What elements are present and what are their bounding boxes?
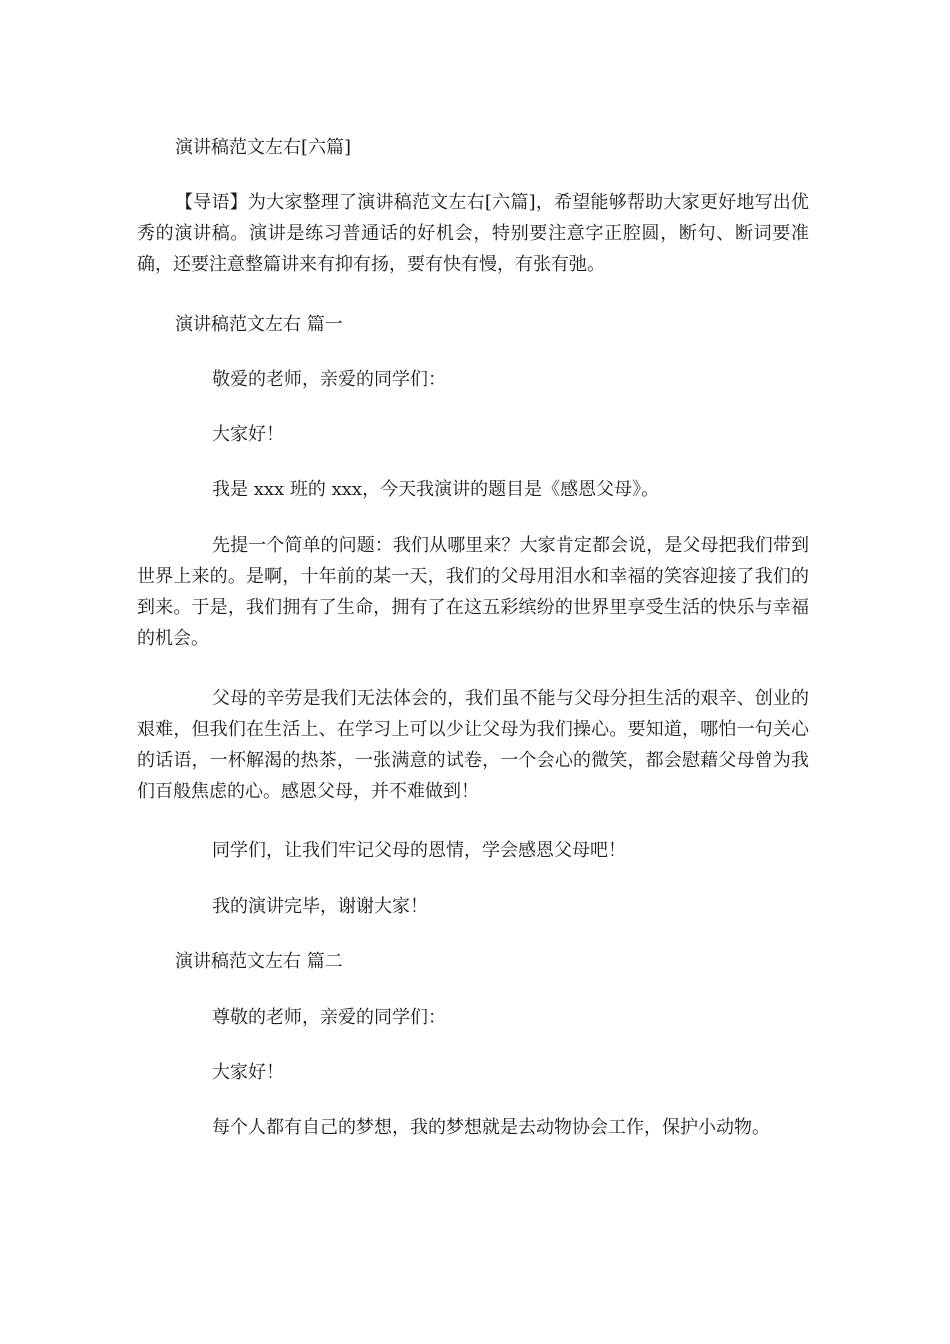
salutation: 敬爱的老师，亲爱的同学们：: [212, 369, 446, 390]
document-title: 演讲稿范文左右[六篇]: [175, 137, 352, 158]
paragraph: 父母的辛劳是我们无法体会的，我们虽不能与父母分担生活的艰辛、创业的艰难，但我们在生活上、在学习上可以少让父母为我们操心。要知道，哪怕一句关心的话语，一杯解渴的热茶，一张满意的试卷，一个会心的微笑，都会慰藉父母曾为我们百般焦虑的心。感恩父母，并不难做到！: [137, 688, 809, 802]
greeting: 大家好！: [212, 1062, 284, 1083]
paragraph: 每个人都有自己的梦想，我的梦想就是去动物协会工作，保护小动物。: [212, 1117, 770, 1138]
intro-paragraph: 【导语】为大家整理了演讲稿范文左右[六篇]，希望能够帮助大家更好地写出优秀的演讲稿。演讲是练习普通话的好机会，特别要注意字正腔圆，断句、断词要准确，还要注意整篇讲来有抑有扬，要有快有慢，有张有弛。: [137, 192, 809, 275]
paragraph: 先提一个简单的问题：我们从哪里来？大家肯定都会说，是父母把我们带到世界上来的。是啊，十年前的某一天，我们的父母用泪水和幸福的笑容迎接了我们的到来。于是，我们拥有了生命，拥有了在这五彩缤纷的世界里享受生活的快乐与幸福的机会。: [137, 535, 809, 649]
paragraph: 我是 xxx 班的 xxx，今天我演讲的题目是《感恩父母》。: [212, 479, 660, 500]
greeting: 大家好！: [212, 424, 284, 445]
salutation: 尊敬的老师，亲爱的同学们：: [212, 1007, 446, 1028]
closing: 我的演讲完毕，谢谢大家！: [212, 896, 428, 917]
section-heading-2: 演讲稿范文左右 篇二: [175, 951, 343, 972]
paragraph: 同学们，让我们牢记父母的恩情，学会感恩父母吧！: [212, 840, 626, 861]
section-heading-1: 演讲稿范文左右 篇一: [175, 314, 343, 335]
